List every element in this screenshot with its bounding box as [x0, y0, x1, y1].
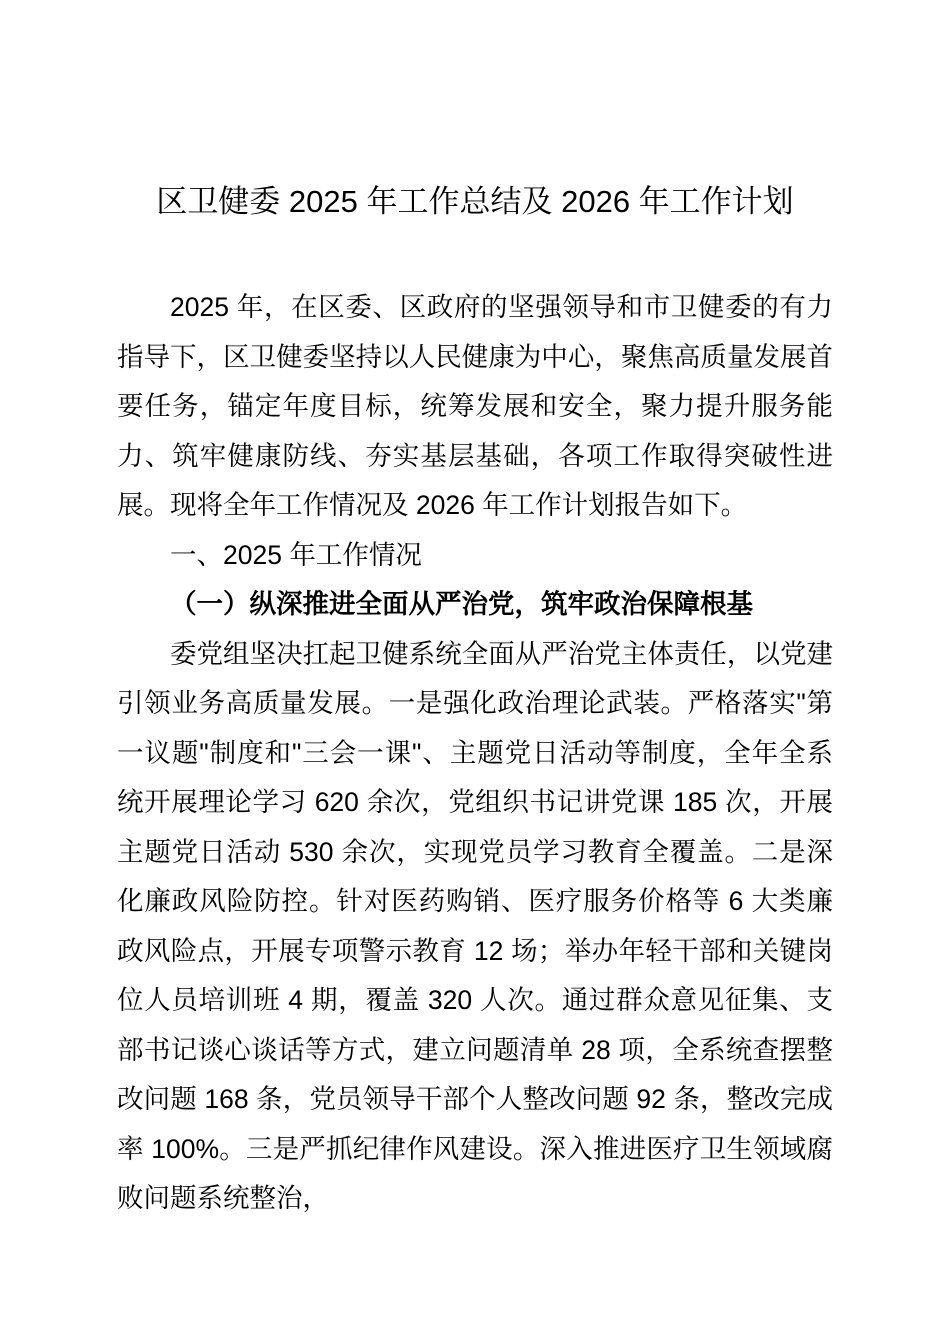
intro-paragraph: 2025 年，在区委、区政府的坚强领导和市卫健委的有力指导下，区卫健委坚持以人民健康为中心，聚焦高质量发展首要任务，锚定年度目标，统筹发展和安全，聚力提升服务能力、筑牢健康防线、夯实基层基础，各项工作取得突破性进展。现将全年工作情况及 2026 年工作计划报告如下。: [117, 292, 833, 520]
document-title: 区卫健委 2025 年工作总结及 2026 年工作计划: [156, 184, 794, 219]
section-1-subheading-1: （一）纵深推进全面从严治党，筑牢政治保障根基: [170, 589, 753, 619]
section-1-subsection-1-body: 委党组坚决扛起卫健系统全面从严治党主体责任，以党建引领业务高质量发展。一是强化政治理论武装。严格落实"第一议题"制度和"三会一课"、主题党日活动等制度，全年全系统开展理论学习 620 余次，党组织书记讲党课 185 次，开展主题党日活动 530 余次，实现党员学习教育全覆盖。二是深化廉政风险防控。针对医药购销、医疗服务价格等 6 大类廉政风险点，开展专项警示教育 12 场；举办年轻干部和关键岗位人员培训班 4 期，覆盖 320 人次。通过群众意见征集、支部书记谈心谈话等方式，建立问题清单 28 项，全系统查摆整改问题 168 条，党员领导干部个人整改问题 92 条，整改完成率 100%。三是严抓纪律作风建设。深入推进医疗卫生领域腐败问题系统整治，: [117, 638, 833, 1213]
section-1-heading: 一、2025 年工作情况: [170, 539, 422, 570]
